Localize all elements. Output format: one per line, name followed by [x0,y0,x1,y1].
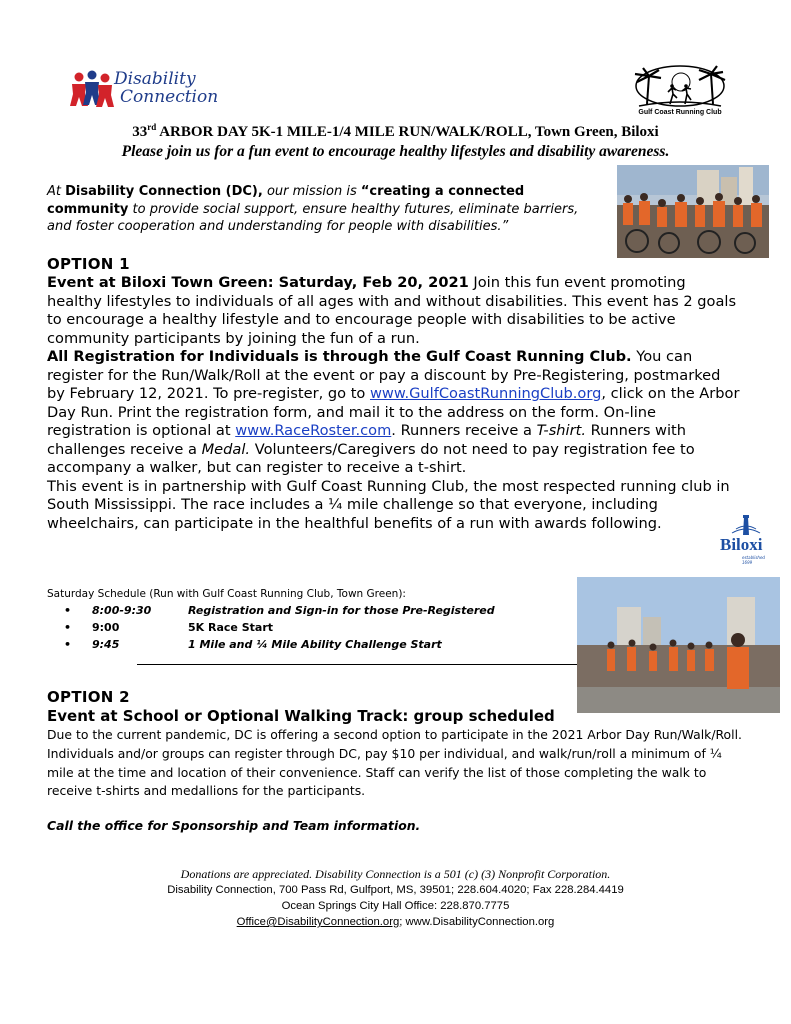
schedule-time: 9:45 [92,638,120,651]
bullet: • [64,621,72,634]
schedule-time: 9:00 [92,621,120,634]
option1-registration-heading: All Registration for Individuals is through the Gulf Coast Running Club. [47,348,632,365]
mission-text-3: to provide social support, ensure healthy futures, eliminate barriers, and foster cooperation and understanding for people with disabilities.” [47,201,579,234]
option2-heading: OPTION 2 [47,688,130,706]
tshirt-text: T-shirt. [536,422,586,439]
option1-reg-text-4: Runners with challenges receive a [47,422,687,458]
footer-ocean-springs: Ocean Springs City Hall Office: 228.870.7775 [281,900,510,912]
title-number: 33 [132,124,148,140]
event-photo-runners [577,577,780,713]
lighthouse-icon [716,515,776,537]
event-title [0,122,791,141]
option1-reg-text-1: You can register for the Run/Walk/Roll at the event or pay a discount by Pre-Registering, postmarked by February 12, 2021. To pre-register, go to [47,348,721,402]
option1-event-date: Event at Biloxi Town Green: Saturday, Feb 20, 2021 [47,274,469,291]
gcrc-logo-caption: Gulf Coast Running Club [638,109,722,116]
option1-heading: OPTION 1 [47,255,130,273]
option2-body: Due to the current pandemic, DC is offering a second option to participate in the 2021 Arbor Day Run/Walk/Roll. Individuals and/or groups can register through DC, pay $10 per individual, and walk/run/roll a minimum of ¼ mile at the time and location of their convenience. Staff can verify the list of those completing the walk to receive t-shirts and medallions for the participants. [47,727,742,799]
option1-body [47,274,742,533]
dc-logo-line1: Disability [114,69,196,89]
event-subtitle: Please join us for a fun event to encourage healthy lifestyles and disability awareness. [121,143,670,160]
schedule-desc: Registration and Sign-in for those Pre-Registered [188,604,495,617]
photo-crowd-icon [617,165,769,258]
mission-statement [47,183,602,236]
mission-text-1: At [47,184,66,199]
option1-partner-text: This event is in partnership with Gulf Coast Running Club, the most respected running club in South Mississippi. The race includes a ¼ mile challenge so that everyone, including wheelchairs, can participate in the healthful benefits of a run with awards following. [47,477,730,532]
footer-address: Disability Connection, 700 Pass Rd, Gulfport, MS, 39501; 228.604.4020; Fax 228.284.4419 [167,884,624,896]
palm-trees-runners-icon [625,62,735,110]
office-email-link[interactable]: Office@DisabilityConnection.org [236,916,400,928]
mission-text-2: our mission is [262,184,361,199]
biloxi-logo [716,515,776,565]
bullet: • [64,604,72,617]
bullet: • [64,638,72,651]
title-rest: ARBOR DAY 5K-1 MILE-1/4 MILE RUN/WALK/ROLL, Town Green, Biloxi [156,124,659,140]
medal-text: Medal. [201,440,251,458]
schedule-desc: 5K Race Start [188,621,273,634]
sponsorship-callout: Call the office for Sponsorship and Team information. [47,818,421,833]
footer-contact [0,914,791,930]
biloxi-est: established 1699 [742,555,765,565]
mission-quote: “creating a connected community [47,184,525,217]
footer [0,866,791,930]
footer-donations: Donations are appreciated. Disability Connection is a 501 (c) (3) Nonprofit Corporation. [180,867,611,881]
title-ordinal: rd [147,122,157,132]
option1-event-text: Join this fun event promoting healthy lifestyles to individuals of all ages with and without disabilities. This event has 2 goals to encourage a healthy lifestyle and to encourage people with disabilities to be active community participants by joining the fun of a run. [47,274,737,347]
section-divider [137,664,577,665]
option1-reg-text-3: . Runners receive a [391,422,537,439]
photo-runners-icon [577,577,780,713]
gulf-coast-running-club-link[interactable]: www.GulfCoastRunningClub.org [369,385,602,402]
race-roster-link[interactable]: www.RaceRoster.com [235,422,392,439]
option2-subheading: Event at School or Optional Walking Track: group scheduled [47,707,555,725]
schedule-desc: 1 Mile and ¼ Mile Ability Challenge Start [188,638,442,651]
option1-reg-text-5: Volunteers/Caregivers do not need to pay registration fee to accompany a walker, but can register to receive a t-shirt. [47,440,695,476]
people-logo-icon [70,70,114,108]
gulf-coast-running-club-logo [625,62,735,118]
schedule-heading: Saturday Schedule (Run with Gulf Coast Running Club, Town Green): [47,588,406,600]
biloxi-wordmark: Biloxi [720,535,763,554]
schedule-time: 8:00-9:30 [92,604,152,617]
disability-connection-logo [70,68,245,112]
footer-website: ; www.DisabilityConnection.org [399,916,555,928]
mission-org: Disability Connection (DC), [65,184,263,199]
dc-logo-line2: Connection [120,87,219,107]
option1-reg-text-2: , click on the Arbor Day Run. Print the registration form, and mail it to the address on the form. On-line registration is optional at [47,385,740,439]
event-photo-wheelchair-racers [617,165,769,258]
